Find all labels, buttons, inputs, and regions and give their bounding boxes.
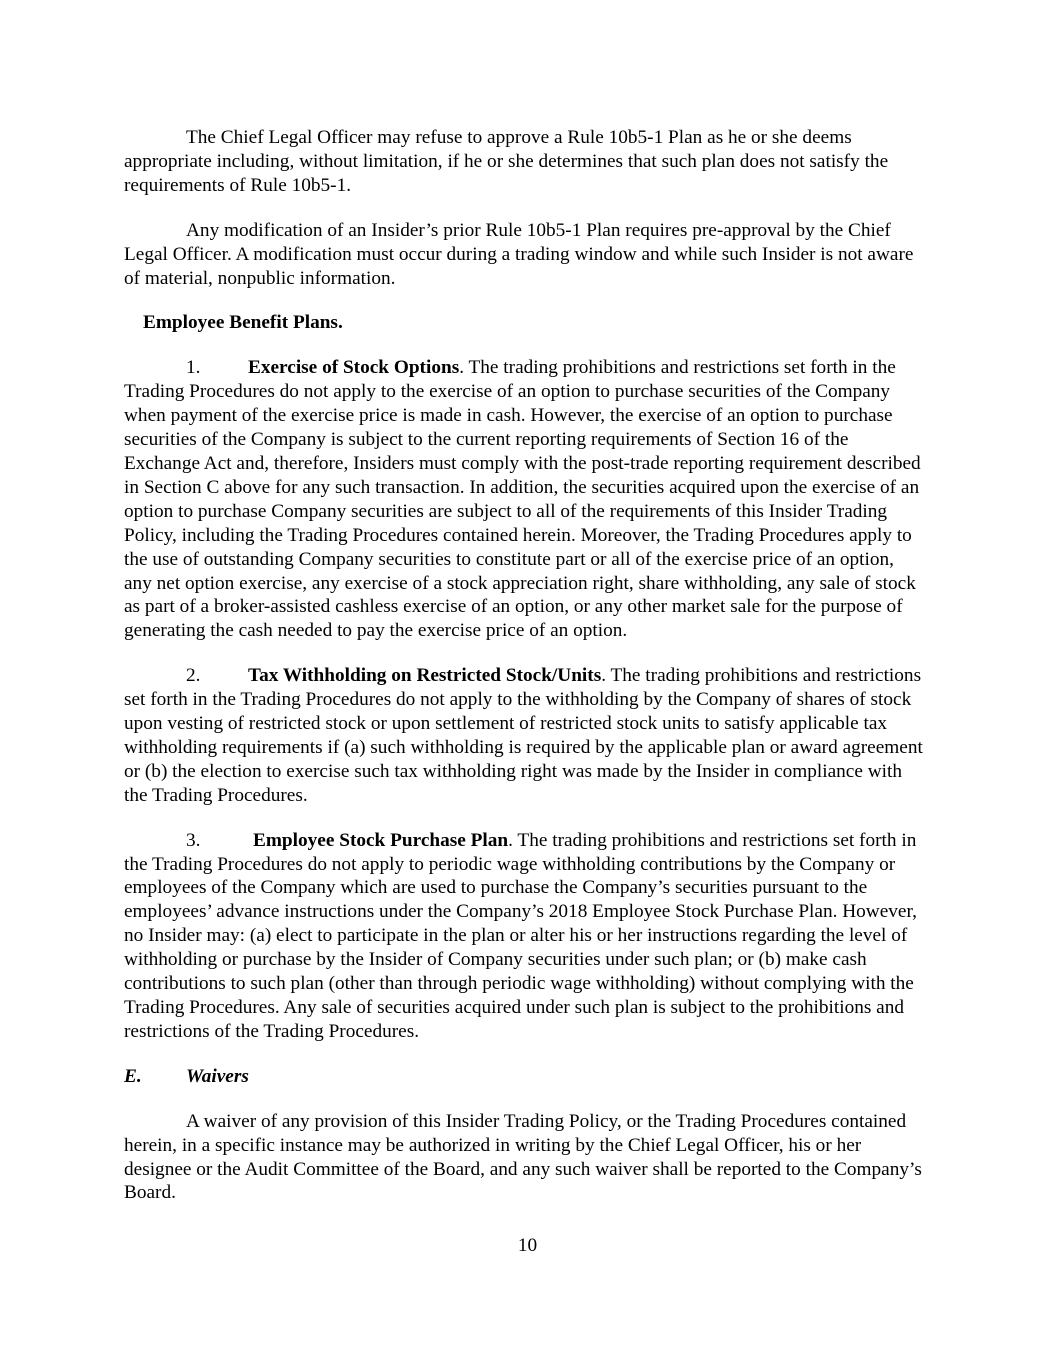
- item-number: 1.: [186, 357, 201, 379]
- list-item-tax-withholding: [124, 664, 924, 807]
- item-title-tax-withholding: Tax Withholding on Restricted Stock/Units: [248, 665, 602, 687]
- section-title-waivers: Waivers: [186, 1065, 249, 1087]
- document-page: [124, 126, 924, 1226]
- paragraph-plan-refusal: The Chief Legal Officer may refuse to approve a Rule 10b5-1 Plan as he or she deems appropriate including, without limitation, if he or she determines that such plan does not satisfy the requirements of Rule 10b5-1.: [124, 127, 889, 196]
- paragraph-plan-modification: Any modification of an Insider’s prior Rule 10b5-1 Plan requires pre-approval by the Chief Legal Officer. A modification must occur during a trading window and while such Insider is not aware of material, nonpublic information.: [124, 219, 914, 289]
- item-text-tax-withholding: . The trading prohibitions and restrictions set forth in the Trading Procedures do not apply to the withholding by the Company of shares of stock upon vesting of restricted stock or upon settlement of restricted stock units to satisfy applicable tax withholding requirements if (a) such withholding is required by the applicable plan or award agreement or (b) the election to exercise such tax withholding right was made by the Insider in compliance with the Trading Procedures.: [124, 665, 923, 806]
- item-text-stock-options: . The trading prohibitions and restrictions set forth in the Trading Procedures do not apply to the exercise of an option to purchase securities of the Company when payment of the exercise price is made in cash. However, the exercise of an option to purchase securities of the Company is subject to the current reporting requirements of Section 16 of the Exchange Act and, therefore, Insiders must comply with the post-trade reporting requirement described in Section C above for any such transaction. In addition, the securities acquired upon the exercise of an option to purchase Company securities are subject to all of the requirements of this Insider Trading Policy, including the Trading Procedures contained herein. Moreover, the Trading Procedures apply to the use of outstanding Company securities to constitute part or all of the exercise price of an option, any net option exercise, any exercise of a stock appreciation right, share withholding, any sale of stock as part of a broker-assisted cashless exercise of an option, or any other market sale for the purpose of generating the cash needed to pay the exercise price of an option.: [124, 357, 921, 642]
- list-item-stock-options: [124, 356, 924, 643]
- paragraph-waivers: A waiver of any provision of this Insider Trading Policy, or the Trading Procedures contained herein, in a specific instance may be authorized in writing by the Chief Legal Officer, his or her designee or the Audit Committee of the Board, and any such waiver shall be reported to the Company’s Board.: [124, 1110, 922, 1204]
- page-number: 10: [517, 1235, 538, 1256]
- item-number: 3.: [186, 829, 201, 851]
- item-text-stock-purchase-plan: . The trading prohibitions and restrictions set forth in the Trading Procedures do not apply to periodic wage withholding contributions by the Company or employees of the Company which are used to purchase the Company’s securities pursuant to the employees’ advance instructions under the Company’s 2018 Employee Stock Purchase Plan. However, no Insider may: (a) elect to participate in the plan or alter his or her instructions regarding the level of withholding or purchase by the Insider of Company securities under such plan; or (b) make cash contributions to such plan (other than through periodic wage withholding) without complying with the Trading Procedures. Any sale of securities acquired under such plan is subject to the prohibitions and restrictions of the Trading Procedures.: [124, 829, 917, 1042]
- list-item-stock-purchase-plan: [124, 829, 924, 1044]
- item-title-stock-purchase-plan: Employee Stock Purchase Plan: [253, 829, 509, 851]
- item-title-stock-options: Exercise of Stock Options: [248, 357, 460, 379]
- section-heading-waivers: [124, 1065, 924, 1089]
- section-heading-benefit-plans: Employee Benefit Plans.: [143, 312, 343, 334]
- section-letter: E.: [124, 1065, 142, 1087]
- item-number: 2.: [186, 665, 201, 687]
